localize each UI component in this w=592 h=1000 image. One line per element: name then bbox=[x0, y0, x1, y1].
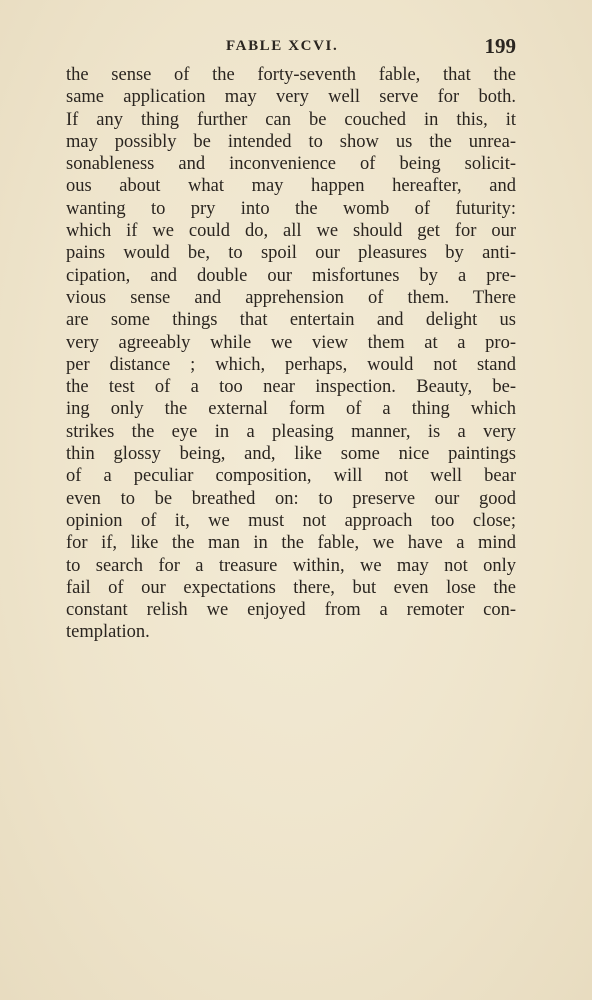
text-line: even to be breathed on: to preserve our good bbox=[66, 488, 516, 509]
text-line: fail of our expectations there, but even lose the bbox=[66, 577, 516, 598]
text-line: sonableness and inconvenience of being solicit- bbox=[66, 154, 516, 175]
text-line: very agreeably while we view them at a pro- bbox=[66, 332, 516, 353]
text-line: constant relish we enjoyed from a remoter con- bbox=[66, 600, 516, 621]
text-line: are some things that entertain and delight us bbox=[66, 310, 516, 331]
text-line: ing only the external form of a thing which bbox=[66, 399, 516, 420]
text-line: cipation, and double our misfortunes by a pre- bbox=[66, 265, 516, 286]
text-line: If any thing further can be couched in this, it bbox=[66, 109, 516, 130]
text-line: of a peculiar composition, will not well bear bbox=[66, 466, 516, 487]
text-line: per distance ; which, perhaps, would not stand bbox=[66, 354, 516, 375]
text-line: which if we could do, all we should get for our bbox=[66, 221, 516, 242]
text-line: for if, like the man in the fable, we have a mind bbox=[66, 533, 516, 554]
text-line: ous about what may happen hereafter, and bbox=[66, 176, 516, 197]
text-line: templation. bbox=[66, 622, 150, 643]
text-line: may possibly be intended to show us the unrea- bbox=[66, 131, 516, 152]
text-line: the test of a too near inspection. Beauty, be- bbox=[66, 377, 516, 398]
text-line: to search for a treasure within, we may not only bbox=[66, 555, 516, 576]
body-text bbox=[66, 64, 516, 644]
text-line: opinion of it, we must not approach too close; bbox=[66, 510, 516, 531]
text-line: wanting to pry into the womb of futurity: bbox=[66, 198, 516, 219]
text-line: strikes the eye in a pleasing manner, is a very bbox=[66, 421, 516, 442]
text-line: same application may very well serve for both. bbox=[66, 87, 516, 108]
page-number: 199 bbox=[484, 34, 516, 58]
text-line: thin glossy being, and, like some nice paintings bbox=[66, 444, 516, 465]
running-title: FABLE XCVI. bbox=[226, 38, 339, 54]
text-line: pains would be, to spoil our pleasures by anti- bbox=[66, 243, 516, 264]
page-header bbox=[66, 34, 516, 60]
text-line: vious sense and apprehension of them. There bbox=[66, 287, 516, 308]
text-line: the sense of the forty-seventh fable, that the bbox=[66, 65, 516, 85]
